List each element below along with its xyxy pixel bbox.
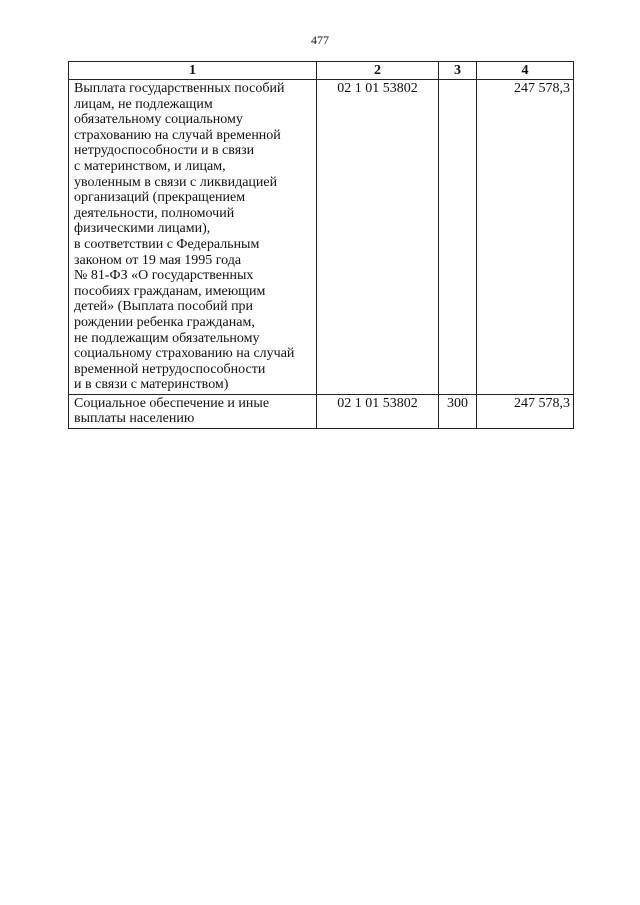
row-type-cell: 300 [439, 394, 477, 428]
row-name-line: лицам, не подлежащим [74, 96, 213, 112]
row-name-line: пособиях гражданам, имеющим [74, 283, 266, 299]
row-name-line: рождении ребенка гражданам, [74, 314, 255, 330]
row-name-line: страхованию на случай временной [74, 127, 281, 143]
row-name-line: Социальное обеспечение и иные [74, 395, 270, 411]
row-name-line: детей» (Выплата пособий при [74, 299, 254, 315]
row-type-cell [439, 80, 477, 395]
row-name-line: Выплата государственных пособий [74, 81, 285, 96]
row-name-line: уволенным в связи с ликвидацией [74, 174, 278, 190]
header-col-4: 4 [477, 62, 574, 80]
row-name-line: организаций (прекращением [74, 190, 246, 206]
row-name-line: и в связи с материнством) [74, 377, 229, 393]
row-name-cell [69, 394, 317, 428]
header-col-3: 3 [439, 62, 477, 80]
table-header-row [69, 62, 574, 80]
row-name-line: с материнством, и лицам, [74, 158, 226, 174]
row-name-line: выплаты населению [74, 411, 195, 427]
table-row [69, 394, 574, 428]
row-name-line: нетрудоспособности и в связи [74, 143, 255, 159]
row-name-line: законом от 19 мая 1995 года [74, 252, 242, 268]
row-name-line: не подлежащим обязательному [74, 330, 260, 346]
page-number: 477 [311, 33, 329, 47]
row-name-line: в соответствии с Федеральным [74, 236, 260, 252]
row-amount-cell: 247 578,3 [477, 394, 574, 428]
header-col-1: 1 [69, 62, 317, 80]
row-name-line: № 81-ФЗ «О государственных [74, 268, 254, 284]
row-name-line: деятельности, полномочий [74, 205, 235, 221]
row-amount-cell: 247 578,3 [477, 80, 574, 395]
header-col-2: 2 [317, 62, 439, 80]
row-name-line: социальному страхованию на случай [74, 346, 295, 362]
budget-table [68, 61, 574, 429]
row-name-cell [69, 80, 317, 395]
row-code-cell: 02 1 01 53802 [317, 80, 439, 395]
row-name-line: временной нетрудоспособности [74, 361, 266, 377]
row-code-cell: 02 1 01 53802 [317, 394, 439, 428]
row-name-line: обязательному социальному [74, 112, 243, 128]
row-name-line: физическими лицами), [74, 221, 211, 237]
table-row [69, 80, 574, 395]
